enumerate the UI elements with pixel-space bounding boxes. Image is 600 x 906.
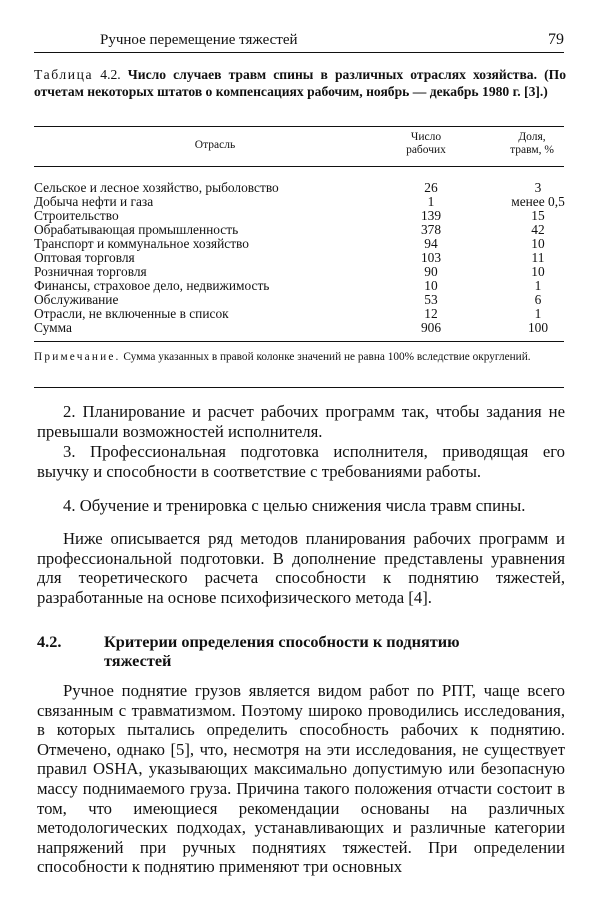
running-head (34, 30, 564, 53)
cell-industry: Отрасли, не включенные в список (34, 306, 229, 321)
cell-share: 6 (534, 292, 542, 307)
cell-industry: Обрабатывающая промышленность (34, 222, 239, 237)
column-header-share-line2: травм, % (510, 144, 554, 156)
table-caption (34, 66, 566, 100)
cell-workers: 103 (420, 250, 442, 265)
body-paragraph (37, 529, 565, 607)
cell-workers: 10 (424, 278, 438, 293)
cell-industry: Сельское и лесное хозяйство, рыболовство (34, 180, 279, 195)
page-number: 79 (548, 31, 564, 48)
cell-workers: 906 (420, 320, 442, 335)
table-bottom-rule (34, 341, 564, 342)
cell-workers: 12 (424, 306, 438, 321)
table-note-label: Примечание. (34, 351, 121, 363)
cell-workers: 90 (424, 264, 438, 279)
cell-share: менее 0,5 (511, 194, 565, 209)
cell-industry: Розничная торговля (34, 264, 147, 279)
cell-share: 15 (531, 208, 545, 223)
column-header-industry: Отрасль (194, 139, 236, 151)
cell-share: 42 (531, 222, 545, 237)
cell-share: 100 (527, 320, 549, 335)
column-header-workers (396, 131, 456, 157)
paragraph-text: Ручное поднятие грузов является видом работ по РПТ, чаще всего связанным с травматизмом. Поэтому широко проводились исследования, в которых пытались определить способность рабочих к поднятию. Отмечено, однако [5], что, несмотря на эти исследования, не существует правил OSHA, указывающих максимально допустимую или безопасную массу поднимаемого груза. Причина такого положения отчасти состоит в том, что имеющиеся рекомендации основаны на различных методологических подходах, устанавливающих и различные категории напряжений при ручных поднятиях тяжестей. При определении способности к поднятию применяют три основных (37, 681, 565, 877)
list-item-text: 4. Обучение и тренировка с целью снижения числа травм спины. (63, 496, 526, 515)
cell-industry: Оптовая торговля (34, 250, 135, 265)
table-top-rule (34, 126, 564, 127)
list-item-text: 2. Планирование и расчет рабочих программ так, чтобы задания не превышали возможностей исполнителя. (37, 402, 565, 441)
cell-industry: Добыча нефти и газа (34, 194, 154, 209)
table-row (34, 181, 564, 195)
cell-industry: Обслуживание (34, 292, 119, 307)
table-caption-text: Число случаев травм спины в различных отраслях хозяйства. (По отчетам некоторых штатов о компенсациях рабочим, ноябрь — декабрь 1980 г. [3].) (34, 67, 566, 99)
table-row (34, 251, 564, 265)
column-header-workers-line1: Число (410, 131, 442, 143)
table-row (34, 195, 564, 209)
paragraph-text: Ниже описывается ряд методов планирования рабочих программ и профессиональной подготовки. В дополнение представлены уравнения для теоретического расчета способности к поднятию тяжестей, разработанные на основе психофизического метода [4]. (37, 529, 565, 607)
column-header-share (496, 131, 568, 157)
cell-industry: Транспорт и коммунальное хозяйство (34, 236, 249, 251)
table-row-total (34, 321, 564, 335)
table-note-text: Сумма указанных в правой колонке значений не равна 100% вследствие округлений. (123, 351, 531, 363)
cell-workers: 139 (420, 208, 442, 223)
cell-share: 11 (531, 250, 545, 265)
table-row (34, 223, 564, 237)
list-item-text: 3. Профессиональная подготовка исполнителя, приводящая его выучку и способности в соответствие с требованиями работы. (37, 442, 565, 481)
table-row (34, 265, 564, 279)
cell-workers: 378 (420, 222, 442, 237)
section-number: 4.2. (37, 632, 62, 651)
cell-share: 3 (534, 180, 542, 195)
cell-workers: 1 (427, 194, 435, 209)
list-item (37, 402, 565, 441)
cell-workers: 94 (424, 236, 438, 251)
table-row (34, 279, 564, 293)
table-row (34, 307, 564, 321)
cell-industry: Сумма (34, 320, 72, 335)
cell-share: 10 (531, 236, 545, 251)
table-row (34, 209, 564, 223)
cell-share: 10 (531, 264, 545, 279)
column-header-workers-line2: рабочих (406, 144, 446, 156)
cell-workers: 53 (424, 292, 438, 307)
table-row (34, 237, 564, 251)
running-head-title: Ручное перемещение тяжестей (100, 32, 298, 48)
cell-industry: Финансы, страховое дело, недвижимость (34, 278, 270, 293)
body-paragraph (37, 681, 565, 877)
table-caption-number: 4.2. (100, 67, 121, 82)
table-caption-label: Таблица (34, 67, 94, 82)
cell-share: 1 (534, 306, 542, 321)
list-item (37, 496, 565, 516)
table-note (34, 350, 566, 364)
cell-share: 1 (534, 278, 542, 293)
section-title: Критерии определения способности к поднятию тяжестей (104, 632, 460, 670)
table-end-rule (34, 387, 564, 388)
table-row (34, 293, 564, 307)
list-item (37, 442, 565, 481)
cell-workers: 26 (424, 180, 438, 195)
cell-industry: Строительство (34, 208, 119, 223)
table-header-rule (34, 166, 564, 167)
column-header-share-line1: Доля, (518, 131, 546, 143)
